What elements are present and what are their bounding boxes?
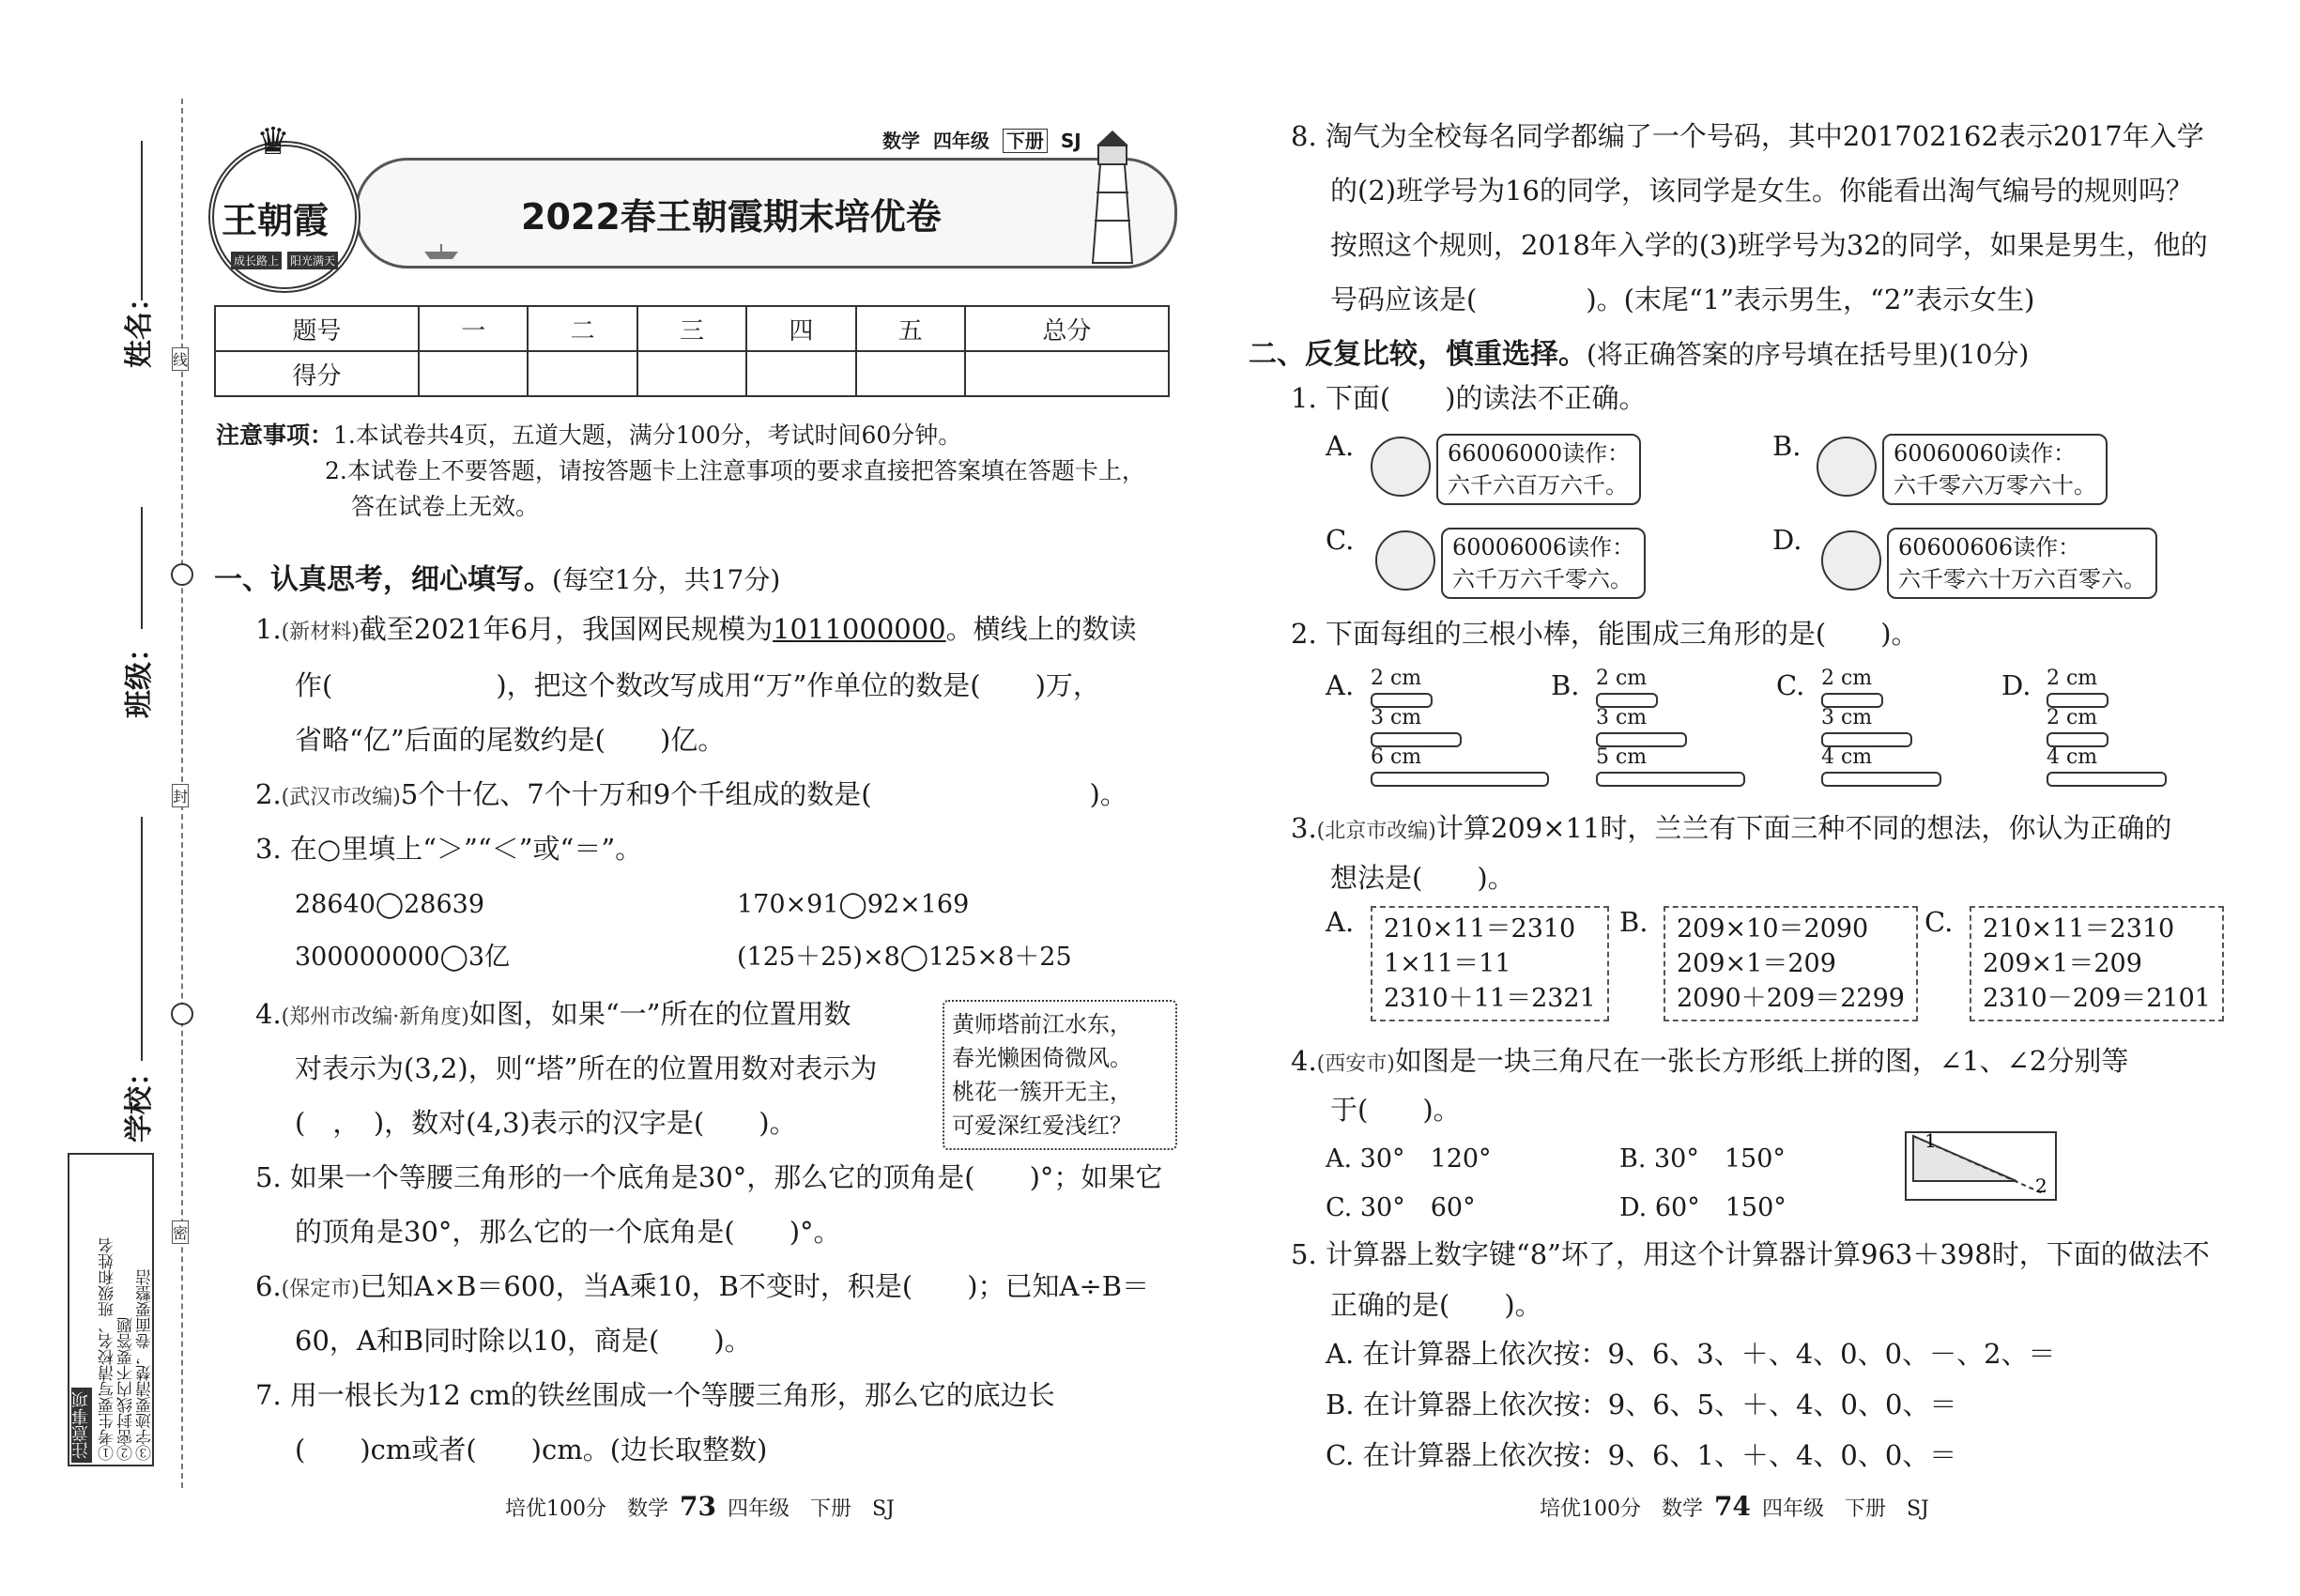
footer-left-post: 四年级 下册 SJ xyxy=(727,1497,895,1521)
stick-label: 2 cm xyxy=(2047,667,2098,690)
s2-q1-option-b-bubble xyxy=(1882,434,2108,505)
page-number-left: 73 xyxy=(680,1491,716,1522)
subject-tags xyxy=(882,126,1081,153)
score-input-cell[interactable] xyxy=(528,351,636,396)
s2-q3-line-1 xyxy=(1291,809,2171,851)
q8-line-4: 号码应该是( )。(末尾“1”表示男生，“2”表示女生) xyxy=(1330,284,2035,315)
girl-avatar-icon xyxy=(1371,437,1431,497)
s2-q2-group-a-label: A. xyxy=(1326,669,1355,701)
logo-slogan-1: 成长路上 xyxy=(231,252,282,269)
stick-label: 6 cm xyxy=(1371,745,1422,769)
q8-line-2: 的(2)班学号为16的同学，该同学是女生。你能看出淘气编号的规则吗？ xyxy=(1330,175,2193,207)
q5-line-1: 5. 如果一个等腰三角形的一个底角是30°，那么它的顶角是( )°；如果它 xyxy=(255,1161,1163,1193)
score-input-cell[interactable] xyxy=(419,351,528,396)
cut-mark-line: 线 xyxy=(172,347,189,371)
stick xyxy=(1596,772,1745,787)
stick-label: 3 cm xyxy=(1371,706,1422,729)
s2-q4-text: 如图是一块三角尺在一张长方形纸上拼的图，∠1、∠2分别等 xyxy=(1394,1045,2129,1077)
s2-q5-line-1: 5. 计算器上数字键“8”坏了，用这个计算器计算963＋398时，下面的做法不 xyxy=(1291,1238,2210,1270)
calc-line: 210×11＝2310 xyxy=(1983,914,2175,944)
q6-number: 6. xyxy=(255,1270,282,1302)
s2-q1-option-c-label: C. xyxy=(1326,524,1355,556)
boat-icon xyxy=(422,242,460,261)
q1-text-end: 。横线上的数读 xyxy=(945,613,1137,645)
score-table-cell: 三 xyxy=(637,306,746,351)
notes-block xyxy=(216,418,1145,525)
score-table-cell: 四 xyxy=(746,306,855,351)
s2-q2-group-d-label: D. xyxy=(2001,669,2032,701)
notice-item-3: ③字迹要清楚，卷面要整洁 xyxy=(136,1269,155,1461)
stick-label: 4 cm xyxy=(2047,745,2098,769)
s2-q3-source: (北京市改编) xyxy=(1316,820,1436,843)
section-1-heading: 一、认真思考，细心填写。 xyxy=(214,563,552,596)
score-input-cell[interactable] xyxy=(637,351,746,396)
q8-line-1: 8. 淘气为全校每名同学都编了一个号码，其中201702162表示2017年入学 xyxy=(1291,120,2204,152)
q6-line-1 xyxy=(255,1267,1149,1309)
s2-q1-option-a-label: A. xyxy=(1326,430,1355,462)
s2-q4-number: 4. xyxy=(1291,1045,1317,1077)
s2-q3-number: 3. xyxy=(1291,812,1317,844)
footer-left-pre: 培优100分 数学 xyxy=(505,1497,668,1521)
girl-avatar-icon xyxy=(1375,530,1435,591)
s2-q1-option-b-label: B. xyxy=(1772,430,1802,462)
notes-text-2: 2.本试卷上不要答题，请按答题卡上注意事项的要求直接把答案填在答题卡上， xyxy=(325,457,1145,484)
s2-q1-option-a-num: 66006000读作： xyxy=(1448,440,1631,467)
q3-compare-1: 28640◯28639 xyxy=(295,890,484,919)
tag-term: 下册 xyxy=(1003,129,1048,153)
q2-number: 2. xyxy=(255,778,282,810)
s2-q3-option-b-box xyxy=(1664,906,1918,1021)
q4-line-1 xyxy=(255,995,851,1036)
s2-q1-option-c-num: 60006006读作： xyxy=(1452,534,1635,560)
class-label: 班级： xyxy=(123,634,156,718)
notice-item-2: ②密封线内不要答题 xyxy=(117,1317,136,1461)
s2-q1-option-a-read: 六千六百万六千。 xyxy=(1448,472,1628,499)
s2-q1-option-a-bubble xyxy=(1436,434,1641,505)
logo-slogan-2: 阳光满天 xyxy=(287,252,338,269)
s2-q3-option-a-box xyxy=(1371,906,1609,1021)
poem-line-4: 可爱深红爱浅红？ xyxy=(952,1113,1132,1139)
angle-2-label: 2 xyxy=(2035,1174,2047,1197)
footer-left xyxy=(505,1491,895,1522)
s2-q5-option-a: A. 在计算器上依次按：9、6、3、＋、4、0、0、－、2、＝ xyxy=(1326,1338,2056,1370)
s2-q1-option-c-bubble xyxy=(1441,528,1646,599)
s2-q3-text: 计算209×11时，兰兰有下面三种不同的想法，你认为正确的 xyxy=(1435,812,2172,844)
poem-line-1: 黄师塔前江水东， xyxy=(952,1011,1132,1037)
s2-q1-option-b-read: 六千零六万零六十。 xyxy=(1894,472,2096,499)
q1-number-value: 1011000000 xyxy=(773,613,946,645)
section-bullet-icon xyxy=(171,1003,193,1025)
s2-q2-group-c-label: C. xyxy=(1776,669,1805,701)
q1-line-3: 省略“亿”后面的尾数约是( )亿。 xyxy=(295,724,726,756)
q3-line: 3. 在○里填上“＞”“＜”或“＝”。 xyxy=(255,833,643,865)
s2-q3-option-b-label: B. xyxy=(1619,906,1648,938)
q4-line-3: ( ， )，数对(4,3)表示的汉字是( )。 xyxy=(295,1107,797,1139)
score-table-cell: 二 xyxy=(528,306,636,351)
score-table-cell: 五 xyxy=(856,306,965,351)
stick xyxy=(2047,772,2167,787)
s2-q4-line-1 xyxy=(1291,1042,2128,1083)
score-input-cell[interactable] xyxy=(746,351,855,396)
q3-compare-4: (125＋25)×8◯125×8＋25 xyxy=(737,943,1072,972)
school-label: 学校： xyxy=(123,1058,156,1143)
s2-q1-option-b-num: 60060060读作： xyxy=(1894,440,2077,467)
score-table-score-row xyxy=(215,351,1169,396)
section-1-title xyxy=(214,556,780,597)
q6-source: (保定市) xyxy=(281,1278,360,1301)
logo-crown-icon: ♛ xyxy=(256,120,290,163)
s2-q4-source: (西安市) xyxy=(1316,1052,1395,1076)
q4-text: 如图，如果“一”所在的位置用数 xyxy=(468,998,851,1030)
s2-q1-option-d-bubble xyxy=(1887,528,2157,599)
angle-1-label: 1 xyxy=(1924,1129,1937,1152)
s2-q2-group-b-label: B. xyxy=(1551,669,1580,701)
calc-line: 2310＋11＝2321 xyxy=(1384,984,1596,1013)
stick-label: 2 cm xyxy=(1821,667,1873,690)
s2-q3-option-a-label: A. xyxy=(1326,906,1355,938)
score-input-cell[interactable] xyxy=(965,351,1169,396)
stick-label: 2 cm xyxy=(1371,667,1422,690)
notice-title: 注意事项 xyxy=(71,1388,92,1463)
stick-label: 3 cm xyxy=(1821,706,1873,729)
q1-line-2: 作( )，把这个数改写成用“万”作单位的数是( )万， xyxy=(295,669,1100,701)
score-table-cell: 一 xyxy=(419,306,528,351)
s2-q4-option-c: C. 30° 60° xyxy=(1326,1193,1476,1222)
s2-q1-line: 1. 下面( )的读法不正确。 xyxy=(1291,382,1647,414)
tag-subject: 数学 xyxy=(882,130,920,152)
q6-text: 已知A×B＝600，当A乘10，B不变时，积是( )；已知A÷B＝ xyxy=(359,1270,1150,1302)
notice-item-1: ①考生要写清校名、班级和姓名 xyxy=(99,1237,117,1461)
q7-line-2: ( )cm或者( )cm。(边长取整数) xyxy=(295,1434,768,1466)
s2-q1-option-c-read: 六千万六千零六。 xyxy=(1452,566,1633,592)
class-line xyxy=(141,507,143,629)
score-table-header-row xyxy=(215,306,1169,351)
q2-text: 5个十亿、7个十万和9个千组成的数是( )。 xyxy=(400,778,1127,810)
q7-line-1: 7. 用一根长为12 cm的铁丝围成一个等腰三角形，那么它的底边长 xyxy=(255,1379,1055,1411)
calc-line: 2310－209＝2101 xyxy=(1983,984,2211,1013)
boy-avatar-icon xyxy=(1821,530,1881,591)
calc-line: 210×11＝2310 xyxy=(1384,914,1576,944)
s2-q4-line-2: 于( )。 xyxy=(1330,1094,1461,1126)
cut-mark-seal: 封 xyxy=(172,784,189,807)
page-number-right: 74 xyxy=(1714,1491,1751,1522)
section-bullet-icon xyxy=(171,563,193,586)
s2-q1-option-d-num: 60600606读作： xyxy=(1898,534,2081,560)
s2-q4-option-d: D. 60° 150° xyxy=(1619,1193,1786,1222)
s2-q2-line: 2. 下面每组的三根小棒，能围成三角形的是( )。 xyxy=(1291,618,1919,650)
name-label: 姓名： xyxy=(123,284,156,368)
s2-q4-option-b: B. 30° 150° xyxy=(1619,1144,1786,1174)
q3-compare-2: 170×91◯92×169 xyxy=(737,890,970,919)
notice-box xyxy=(68,1153,154,1466)
s2-q1-option-d-read: 六千零六十万六百零六。 xyxy=(1898,566,2146,592)
q1-number: 1. xyxy=(255,613,282,645)
stick xyxy=(1371,772,1549,787)
stick-label: 4 cm xyxy=(1821,745,1873,769)
page-title: 2022春王朝霞期末培优卷 xyxy=(521,196,942,238)
q2-line xyxy=(255,775,1127,817)
section-2-note: (将正确答案的序号填在括号里)(10分) xyxy=(1587,339,2030,370)
boy-avatar-icon xyxy=(1817,437,1877,497)
s2-q4-option-a: A. 30° 120° xyxy=(1326,1144,1492,1174)
calc-line: 209×10＝2090 xyxy=(1677,914,1869,944)
q8-line-3: 按照这个规则，2018年入学的(3)班学号为32的同学，如果是男生，他的 xyxy=(1330,229,2208,261)
q1-text: 截至2021年6月，我国网民规模为 xyxy=(359,613,774,645)
school-line xyxy=(141,817,143,1061)
q6-line-2: 60，A和B同时除以10，商是( )。 xyxy=(295,1325,752,1357)
stick-label: 5 cm xyxy=(1596,745,1648,769)
notes-text-3: 答在试卷上无效。 xyxy=(351,493,540,520)
s2-q3-option-c-label: C. xyxy=(1924,906,1954,938)
q4-poem-box xyxy=(943,1000,1177,1150)
calc-line: 209×1＝209 xyxy=(1983,949,2142,978)
tag-edition: SJ xyxy=(1060,130,1081,152)
cut-mark-secret: 密 xyxy=(172,1220,189,1244)
q5-line-2: 的顶角是30°，那么它的一个底角是( )°。 xyxy=(295,1216,841,1248)
q4-line-2: 对表示为(3,2)，则“塔”所在的位置用数对表示为 xyxy=(295,1052,878,1084)
poem-line-2: 春光懒困倚微风。 xyxy=(952,1045,1132,1071)
s2-q5-option-c: C. 在计算器上依次按：9、6、1、＋、4、0、0、＝ xyxy=(1326,1439,1957,1471)
notes-label: 注意事项： xyxy=(216,422,334,449)
section-1-note: (每空1分，共17分) xyxy=(552,564,781,595)
footer-right-pre: 培优100分 数学 xyxy=(1540,1497,1703,1521)
s2-q1-option-d-label: D. xyxy=(1772,524,1802,556)
score-table-cell: 总分 xyxy=(965,306,1169,351)
calc-line: 209×1＝209 xyxy=(1677,949,1836,978)
score-table xyxy=(214,305,1170,397)
stick-label: 3 cm xyxy=(1596,706,1648,729)
calc-line: 2090＋209＝2299 xyxy=(1677,984,1905,1013)
score-table-cell: 得分 xyxy=(215,351,419,396)
name-line xyxy=(141,141,143,300)
q2-source: (武汉市改编) xyxy=(281,786,401,809)
tag-grade: 四年级 xyxy=(932,130,989,152)
score-table-cell: 题号 xyxy=(215,306,419,351)
footer-right xyxy=(1540,1491,1929,1522)
s2-q5-option-b: B. 在计算器上依次按：9、6、5、＋、4、0、0、＝ xyxy=(1326,1389,1957,1420)
s2-q3-option-c-box xyxy=(1970,906,2224,1021)
q1-source: (新材料) xyxy=(281,621,360,644)
s2-q5-line-2: 正确的是( )。 xyxy=(1330,1289,1542,1321)
q4-source: (郑州市改编·新角度) xyxy=(281,1005,469,1029)
poem-line-3: 桃花一簇开无主， xyxy=(952,1079,1132,1105)
stick-label: 2 cm xyxy=(1596,667,1648,690)
section-2-heading: 二、反复比较，慎重选择。 xyxy=(1249,338,1587,371)
score-input-cell[interactable] xyxy=(856,351,965,396)
s2-q3-line-2: 想法是( )。 xyxy=(1330,862,1515,894)
calc-line: 1×11＝11 xyxy=(1384,949,1511,978)
section-2-title xyxy=(1249,330,2029,372)
lighthouse-icon xyxy=(1080,127,1145,268)
q4-number: 4. xyxy=(255,998,282,1030)
footer-right-post: 四年级 下册 SJ xyxy=(1761,1497,1929,1521)
q1-line-1 xyxy=(255,610,1137,652)
logo-badge xyxy=(208,120,360,293)
triangle-ruler-figure xyxy=(1904,1127,2063,1206)
logo-text: 王朝霞 xyxy=(222,199,330,241)
stick xyxy=(1821,772,1941,787)
q3-compare-3: 300000000◯3亿 xyxy=(295,943,510,972)
notes-text-1: 1.本试卷共4页，五道大题，满分100分，考试时间60分钟。 xyxy=(333,422,962,449)
stick-label: 2 cm xyxy=(2047,706,2098,729)
notes-line-1 xyxy=(216,418,1145,453)
